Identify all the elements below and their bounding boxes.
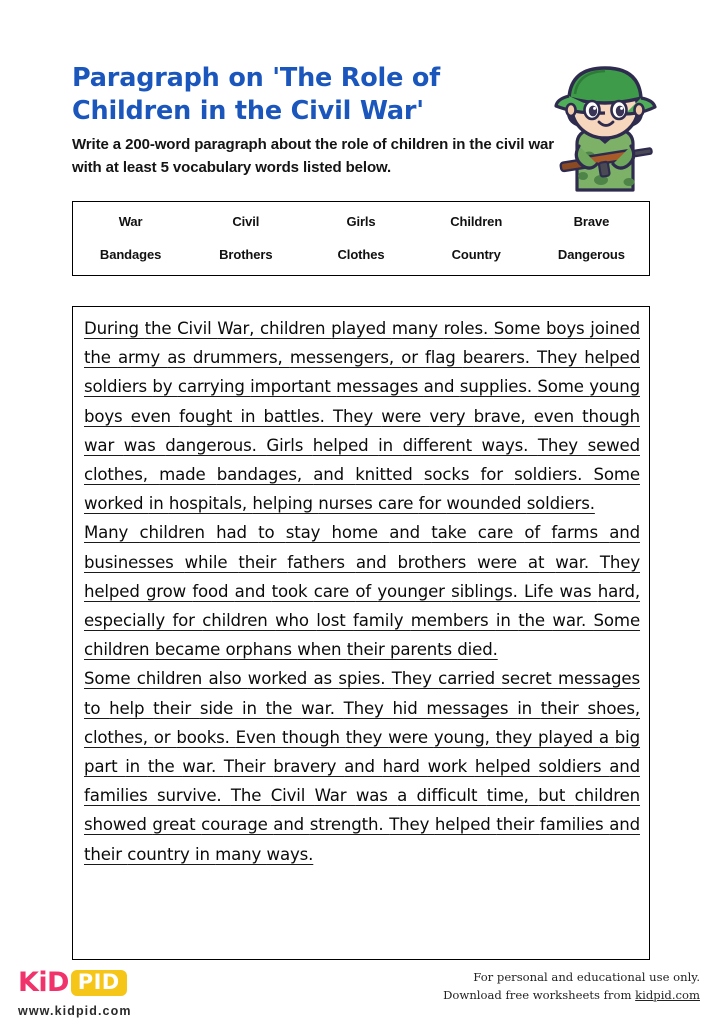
logo-mark <box>18 968 233 997</box>
soldier-boy-icon <box>545 52 665 197</box>
vocabulary-box <box>72 201 650 276</box>
vocabulary-row-1 <box>73 206 649 238</box>
logo-website-url: www.kidpid.com <box>18 1004 132 1018</box>
vocabulary-word: Bandages <box>99 246 162 262</box>
attribution-prefix: Download free worksheets from <box>443 987 636 1002</box>
logo-kid-text: KiD <box>18 967 69 998</box>
logo-pid-badge: PID <box>71 970 127 996</box>
vocabulary-word: Children <box>450 214 503 230</box>
attribution-line-1: For personal and educational use only. <box>473 970 700 984</box>
vocabulary-word: War <box>118 214 143 230</box>
page-footer <box>0 960 724 1024</box>
vocabulary-word: Dangerous <box>557 246 625 262</box>
vocabulary-word: Clothes <box>337 246 385 262</box>
paragraph-answer-box[interactable] <box>72 306 650 960</box>
vocabulary-word: Brothers <box>219 246 273 262</box>
vocabulary-row-2 <box>73 239 649 271</box>
vocabulary-word: Civil <box>232 214 260 230</box>
paragraph-text: Many children had to stay home and take care of farms and businesses while their fathers and brothers were at war. They helped grow food and took care of younger siblings. Life was hard, especially for children who lost family members in the war. Some children became orphans when their parents died. <box>84 523 641 660</box>
attribution-text <box>443 969 700 1005</box>
attribution-line-2 <box>443 987 700 1005</box>
kidpid-link[interactable]: kidpid.com <box>635 987 700 1002</box>
paragraph-text: During the Civil War, children played many roles. Some boys joined the army as drummers, messengers, or flag bearers. They helped soldiers by carrying important messages and supplies. Some young boys even fought in battles. They were very brave, even though war was dangerous. Girls helped in different ways. They sewed clothes, made bandages, and knitted socks for soldiers. Some worked in hospitals, helping nurses care for wounded soldiers. <box>84 319 640 514</box>
vocabulary-word: Country <box>451 246 501 262</box>
vocabulary-word: Girls <box>346 214 376 230</box>
kidpid-logo[interactable] <box>18 968 233 1018</box>
paragraph-text: Some children also worked as spies. They carried secret messages to help their side in the war. They hid messages in their shoes, clothes, or books. Even though they were young, they played a big part in the war. Their bravery and hard work helped soldiers and families survive. The Civil War was a difficult time, but children showed great courage and strength. They helped their families and their country in many ways. <box>84 669 641 864</box>
vocabulary-word: Brave <box>573 214 610 230</box>
page-title: Paragraph on 'The Role of Children in the Civil War' <box>72 63 441 126</box>
worksheet-instructions: Write a 200-word paragraph about the role of children in the civil war with at least 5 vocabulary words listed below. <box>72 136 554 177</box>
